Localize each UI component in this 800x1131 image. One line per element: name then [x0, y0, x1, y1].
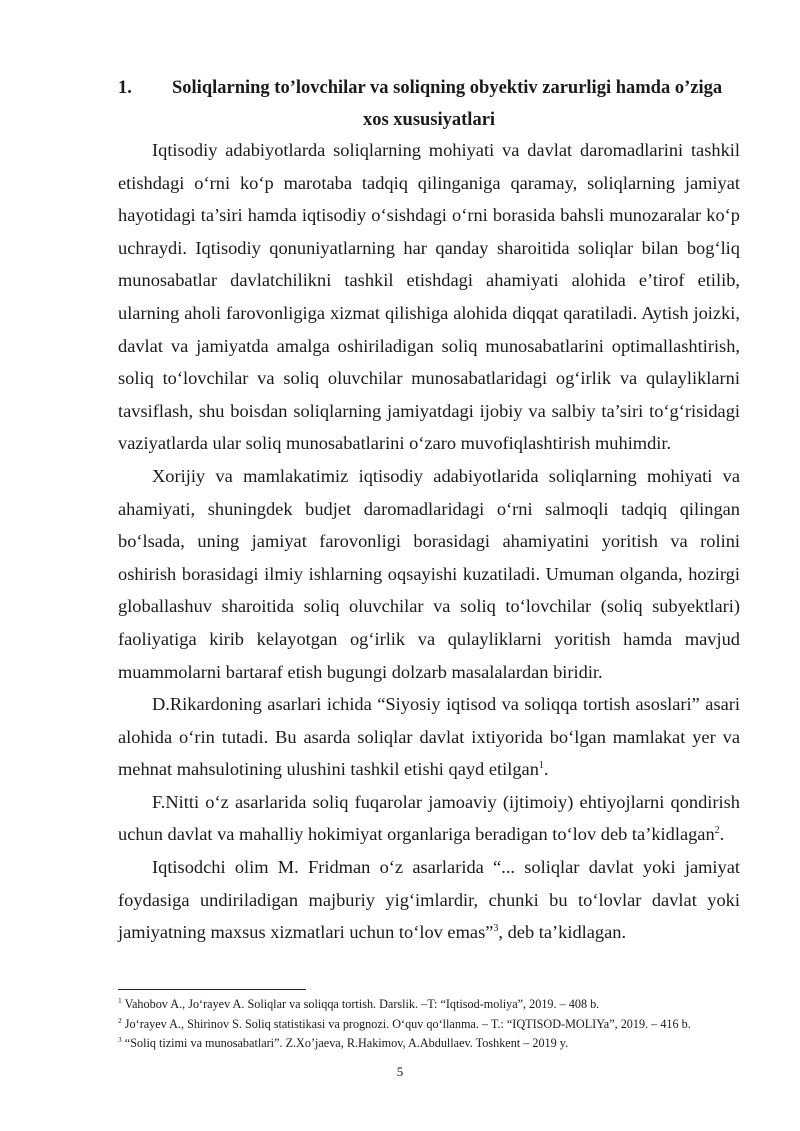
paragraph-text-end: , deb ta’kidlagan.: [498, 922, 627, 943]
footnote-separator: [118, 989, 306, 990]
paragraph: [118, 786, 740, 851]
page-number: 5: [396, 1064, 404, 1079]
footnote-text: “Soliq tizimi va munosabatlari”. Z.Xo’jaeva, R.Hakimov, A.Abdullaev. Toshkent – 2019 y.: [121, 1036, 569, 1050]
footnote-ref-1[interactable]: 1: [538, 760, 544, 772]
paragraph-text-end: .: [543, 759, 549, 780]
footnotes: [118, 995, 758, 1054]
footnote-ref-2[interactable]: 2: [714, 825, 720, 837]
section-title-line-1: Soliqlarning to’lovchilar va soliqning obyektiv zarurligi hamda o’ziga: [172, 78, 723, 98]
paragraph-text: F.Nitti o‘z asarlarida soliq fuqarolar jamoaviy (ijtimoiy) ehtiyojlarni qondirish uchun davlat va mahalliy hokimiyat organlariga beradigan to‘lov deb ta’kidlagan: [118, 791, 740, 845]
footnote-text: Jo‘rayev A., Shirinov S. Soliq statistikasi va prognozi. O‘quv qo‘llanma. – T.: “IQTISOD-MOLIYa”, 2019. – 416 b.: [121, 1016, 691, 1031]
paragraph-text: Xorijiy va mamlakatimiz iqtisodiy adabiyotlarida soliqlarning mohiyati va ahamiyati, shuningdek budjet daromadlaridagi o‘rni salmoqli tadqiq qilingan bo‘lsada, uning jamiyat farovonligi borasidagi ahamiyatini yoritish va rolini oshirish borasidagi ilmiy ishlarning oqsayishi kuzatiladi. Umuman olganda, hozirgi globallashuv sharoitida soliq oluvchilar va soliq to‘lovchilar (soliq subyektlari) faoliyatiga kirib kelayotgan og‘irlik va qulayliklarni yoritish hamda mavjud muammolarni bartaraf etish bugungi dolzarb masalalardan biridir.: [118, 465, 740, 682]
footnote-mark: 3: [118, 1034, 122, 1044]
body-text: [118, 134, 740, 949]
paragraph: [118, 134, 740, 460]
footnote: [118, 995, 758, 1015]
paragraph: [118, 688, 740, 786]
paragraph-text-end: .: [719, 824, 725, 845]
paragraph: [118, 460, 740, 688]
paragraph-text: Iqtisodchi olim M. Fridman o‘z asarlarida “... soliqlar davlat yoki jamiyat foydasiga undiriladigan majburiy yig‘imlardir, chunki bu to‘lovlar davlat yoki jamiyatning maxsus xizmatlari uchun to‘lov emas”: [118, 857, 740, 943]
footnote-mark: 2: [118, 1015, 122, 1025]
footnote: [118, 1034, 758, 1054]
section-number: 1.: [118, 78, 132, 98]
paragraph-text: Iqtisodiy adabiyotlarda soliqlarning mohiyati va davlat daromadlarini tashkil etishdagi o‘rni ko‘p marotaba tadqiq qilinganiga qaramay, soliqlarning jamiyat hayotidagi ta’siri hamda iqtisodiy o‘sishdagi o‘rni borasida bahsli munozaralar ko‘p uchraydi. Iqtisodiy qonuniyatlarning har qanday sharoitida soliqlar bilan bog‘liq munosabatlar davlatchilikni tashkil etishdagi ahamiyati alohida e’tirof etilib, ularning aholi farovonligiga xizmat qilishiga alohida diqqat qaratiladi. Aytish joizki, davlat va jamiyatda amalga oshiriladigan soliq munosabatlarini optimallashtirish, soliq to‘lovchilar va soliq oluvchilar munosabatlaridagi og‘irlik va qulayliklarni tavsiflash, shu boisdan soliqlarning jamiyatdagi ijobiy va salbiy ta’siri to‘g‘risidagi vaziyatlarda ular soliq munosabatlarini o‘zaro muvofiqlashtirish muhimdir.: [118, 140, 740, 454]
footnote: [118, 1015, 758, 1035]
footnote-text: Vahobov A., Jo‘rayev A. Soliqlar va soliqqa tortish. Darslik. –T: “Iqtisod-moliya”, 2019. – 408 b.: [121, 997, 600, 1011]
section-title-line-2: xos xususiyatlari: [362, 110, 496, 130]
paragraph-text: D.Rikardoning asarlari ichida “Siyosiy iqtisod va soliqqa tortish asoslari” asari alohida o‘rin tutadi. Bu asarda soliqlar davlat ixtiyorida bo‘lgan mamlakat yer va mehnat mahsulotining ulushini tashkil etishi qayd etilgan: [118, 694, 740, 780]
footnote-ref-3[interactable]: 3: [493, 923, 499, 935]
paragraph: [118, 851, 740, 949]
footnote-mark: 1: [118, 995, 122, 1005]
